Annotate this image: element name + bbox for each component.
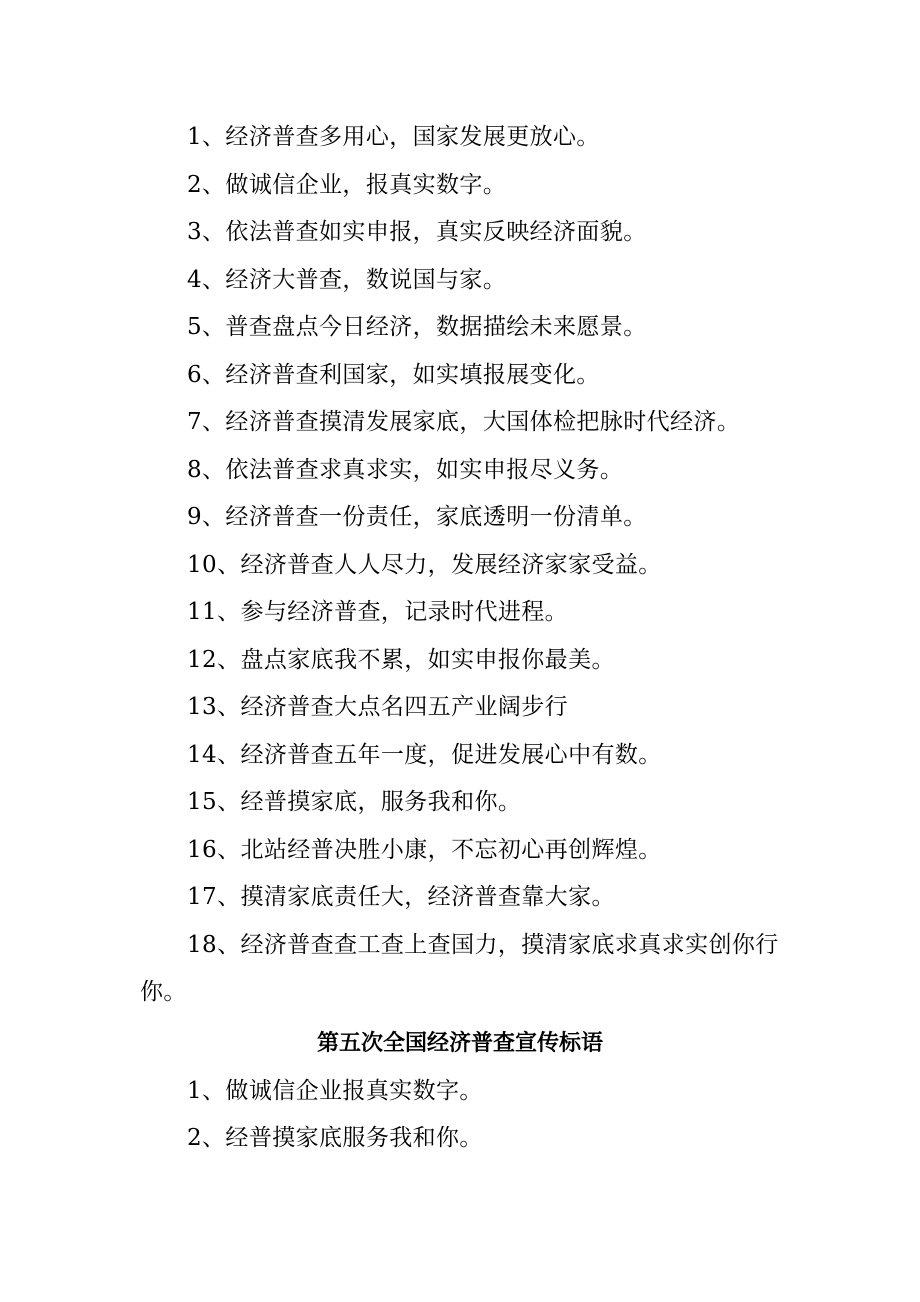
list-item: 9、经济普查一份责任，家底透明一份清单。 [187, 504, 647, 530]
list-item: 10、经济普查人人尽力，发展经济家家受益。 [187, 551, 662, 578]
list-item: 16、北站经普决胜小康，不忘初心再创辉煌。 [187, 836, 662, 863]
list-item: 1、经济普查多用心，国家发展更放心。 [187, 124, 600, 150]
list-item: 13、经济普查大点名四五产业阔步行 [187, 694, 569, 720]
list-item: 4、经济大普查，数说国与家。 [187, 266, 507, 293]
list-item: 7、经济普查摸清发展家底，大国体检把脉时代经济。 [187, 409, 741, 435]
list-item: 2、经普摸家底服务我和你。 [187, 1125, 483, 1151]
list-item: 18、经济普查查工查上查国力，摸清家底求真求实创你行你。 [140, 931, 779, 1005]
list-item: 8、依法普查求真求实，如实申报尽义务。 [187, 456, 624, 483]
slogan-list-2 [0, 1068, 920, 1163]
list-item: 6、经济普查利国家，如实填报展变化。 [187, 361, 600, 388]
list-item: 2、做诚信企业，报真实数字。 [187, 171, 507, 198]
section-heading: 第五次全国经济普查宣传标语 [316, 1030, 603, 1056]
list-item: 3、依法普查如实申报，真实反映经济面貌。 [187, 219, 647, 245]
list-item: 12、盘点家底我不累，如实申报你最美。 [187, 646, 615, 673]
list-item: 17、摸清家底责任大，经济普查靠大家。 [187, 884, 615, 910]
list-item: 11、参与经济普查，记录时代进程。 [187, 599, 569, 625]
slogan-list-1 [0, 114, 920, 1017]
list-item: 5、普查盘点今日经济，数据描绘未来愿景。 [187, 314, 647, 340]
list-item: 1、做诚信企业报真实数字。 [187, 1077, 483, 1104]
list-item: 14、经济普查五年一度，促进发展心中有数。 [187, 741, 662, 768]
list-item: 15、经普摸家底，服务我和你。 [187, 789, 522, 815]
